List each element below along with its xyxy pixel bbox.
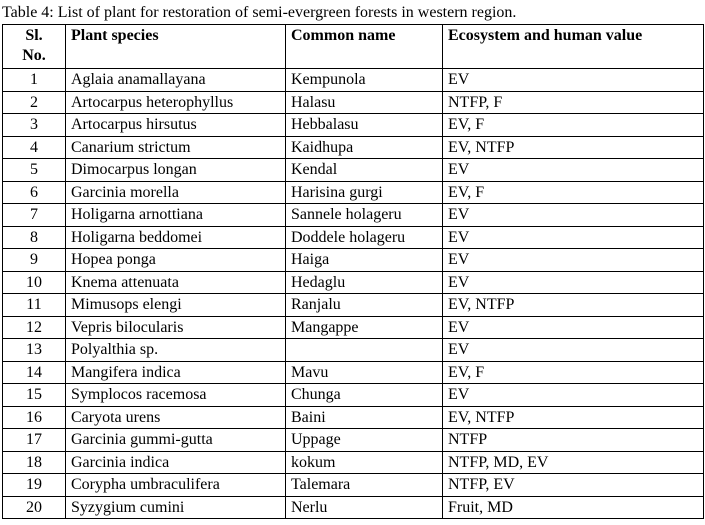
cell-plant-species: Garcinia gummi-gutta — [66, 429, 286, 452]
cell-plant-species: Dimocarpus longan — [66, 159, 286, 182]
table-row — [3, 69, 704, 92]
header-row — [3, 25, 704, 69]
cell-ecosystem-value: EV — [443, 69, 704, 92]
cell-common-name: kokum — [286, 451, 443, 474]
cell-common-name: Talemara — [286, 474, 443, 497]
cell-plant-species: Syzygium cumini — [66, 496, 286, 519]
cell-sl-no: 14 — [3, 361, 66, 384]
table-row — [3, 91, 704, 114]
cell-plant-species: Vepris bilocularis — [66, 316, 286, 339]
cell-plant-species: Aglaia anamallayana — [66, 69, 286, 92]
table-row — [3, 226, 704, 249]
cell-plant-species: Symplocos racemosa — [66, 384, 286, 407]
table-row — [3, 474, 704, 497]
table-row — [3, 271, 704, 294]
cell-ecosystem-value: EV — [443, 384, 704, 407]
cell-ecosystem-value: EV, F — [443, 361, 704, 384]
cell-common-name: Uppage — [286, 429, 443, 452]
table-row — [3, 294, 704, 317]
table-row — [3, 249, 704, 272]
cell-common-name: Ranjalu — [286, 294, 443, 317]
cell-ecosystem-value: EV, NTFP — [443, 294, 704, 317]
cell-plant-species: Corypha umbraculifera — [66, 474, 286, 497]
cell-sl-no: 10 — [3, 271, 66, 294]
cell-sl-no: 15 — [3, 384, 66, 407]
cell-common-name: Nerlu — [286, 496, 443, 519]
table-body — [3, 69, 704, 519]
cell-ecosystem-value: EV — [443, 249, 704, 272]
table-row — [3, 339, 704, 362]
cell-plant-species: Polyalthia sp. — [66, 339, 286, 362]
cell-sl-no: 2 — [3, 91, 66, 114]
cell-sl-no: 20 — [3, 496, 66, 519]
cell-sl-no: 19 — [3, 474, 66, 497]
table-row — [3, 429, 704, 452]
table-row — [3, 451, 704, 474]
cell-ecosystem-value: EV, NTFP — [443, 406, 704, 429]
cell-ecosystem-value: EV — [443, 271, 704, 294]
cell-sl-no: 13 — [3, 339, 66, 362]
table-row — [3, 384, 704, 407]
cell-sl-no: 11 — [3, 294, 66, 317]
cell-sl-no: 1 — [3, 69, 66, 92]
cell-common-name: Kaidhupa — [286, 136, 443, 159]
cell-common-name: Hebbalasu — [286, 114, 443, 137]
cell-sl-no: 5 — [3, 159, 66, 182]
cell-plant-species: Holigarna arnottiana — [66, 204, 286, 227]
cell-ecosystem-value: EV, F — [443, 181, 704, 204]
cell-ecosystem-value: NTFP, EV — [443, 474, 704, 497]
cell-sl-no: 7 — [3, 204, 66, 227]
cell-ecosystem-value: Fruit, MD — [443, 496, 704, 519]
header-ecosystem-value: Ecosystem and human value — [443, 25, 704, 69]
cell-ecosystem-value: EV, NTFP — [443, 136, 704, 159]
cell-common-name — [286, 339, 443, 362]
cell-ecosystem-value: EV — [443, 159, 704, 182]
table-row — [3, 159, 704, 182]
header-sl-no — [3, 25, 66, 69]
cell-plant-species: Mangifera indica — [66, 361, 286, 384]
cell-sl-no: 4 — [3, 136, 66, 159]
table-caption: Table 4: List of plant for restoration of semi-evergreen forests in western region. — [2, 4, 517, 21]
cell-ecosystem-value: EV, F — [443, 114, 704, 137]
table-header — [3, 25, 704, 69]
cell-ecosystem-value: EV — [443, 316, 704, 339]
cell-sl-no: 17 — [3, 429, 66, 452]
table-row — [3, 496, 704, 519]
cell-ecosystem-value: NTFP, F — [443, 91, 704, 114]
cell-common-name: Harisina gurgi — [286, 181, 443, 204]
header-sl-line2: No. — [22, 47, 46, 64]
cell-plant-species: Canarium strictum — [66, 136, 286, 159]
cell-common-name: Sannele holageru — [286, 204, 443, 227]
table-row — [3, 114, 704, 137]
cell-common-name: Baini — [286, 406, 443, 429]
header-plant-species: Plant species — [66, 25, 286, 69]
cell-common-name: Kempunola — [286, 69, 443, 92]
cell-ecosystem-value: NTFP — [443, 429, 704, 452]
cell-ecosystem-value: EV — [443, 226, 704, 249]
cell-sl-no: 12 — [3, 316, 66, 339]
cell-ecosystem-value: EV — [443, 339, 704, 362]
cell-plant-species: Garcinia indica — [66, 451, 286, 474]
plant-table — [2, 24, 704, 519]
cell-sl-no: 18 — [3, 451, 66, 474]
cell-common-name: Halasu — [286, 91, 443, 114]
cell-ecosystem-value: NTFP, MD, EV — [443, 451, 704, 474]
cell-common-name: Mangappe — [286, 316, 443, 339]
cell-sl-no: 3 — [3, 114, 66, 137]
cell-sl-no: 9 — [3, 249, 66, 272]
table-row — [3, 406, 704, 429]
cell-common-name: Kendal — [286, 159, 443, 182]
cell-common-name: Haiga — [286, 249, 443, 272]
cell-common-name: Hedaglu — [286, 271, 443, 294]
table-row — [3, 316, 704, 339]
cell-plant-species: Hopea ponga — [66, 249, 286, 272]
cell-sl-no: 6 — [3, 181, 66, 204]
table-row — [3, 136, 704, 159]
cell-plant-species: Artocarpus heterophyllus — [66, 91, 286, 114]
cell-ecosystem-value: EV — [443, 204, 704, 227]
cell-plant-species: Mimusops elengi — [66, 294, 286, 317]
table-row — [3, 361, 704, 384]
cell-plant-species: Knema attenuata — [66, 271, 286, 294]
cell-plant-species: Holigarna beddomei — [66, 226, 286, 249]
cell-common-name: Chunga — [286, 384, 443, 407]
table-row — [3, 204, 704, 227]
cell-sl-no: 16 — [3, 406, 66, 429]
cell-plant-species: Caryota urens — [66, 406, 286, 429]
cell-plant-species: Artocarpus hirsutus — [66, 114, 286, 137]
header-common-name: Common name — [286, 25, 443, 69]
cell-common-name: Mavu — [286, 361, 443, 384]
cell-sl-no: 8 — [3, 226, 66, 249]
header-sl-line1: Sl. — [25, 27, 43, 44]
cell-common-name: Doddele holageru — [286, 226, 443, 249]
table-row — [3, 181, 704, 204]
cell-plant-species: Garcinia morella — [66, 181, 286, 204]
